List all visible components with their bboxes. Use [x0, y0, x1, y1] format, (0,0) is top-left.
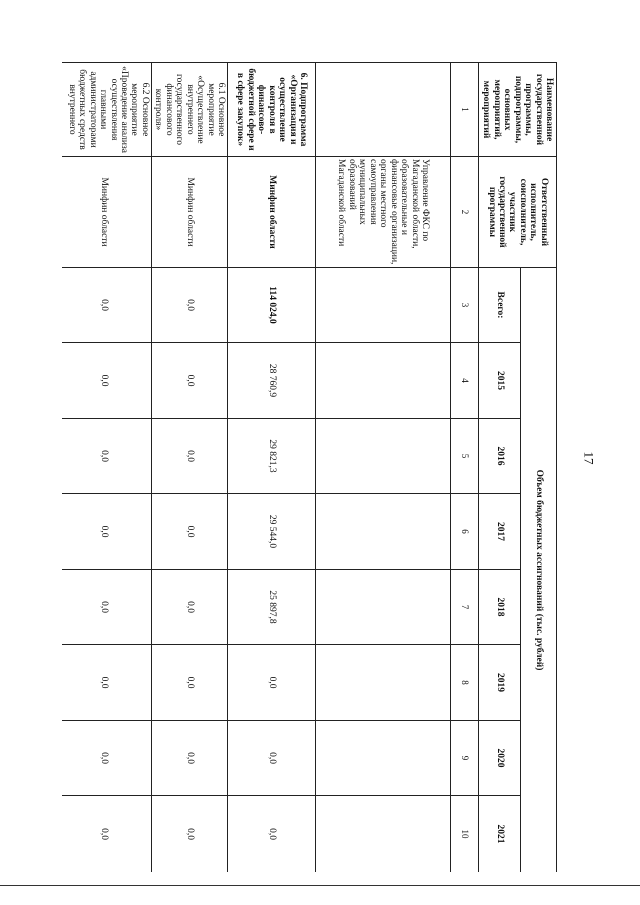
header-year: 2019 [479, 645, 521, 721]
row-name: 6.1 Основное мероприятие «Осуществление внутреннего государственного финансового контроля» [151, 63, 227, 157]
row-value: 0,0 [151, 268, 227, 343]
header-executor: Ответственный исполнитель, соисполнитель, участник государственной программы [479, 157, 557, 268]
rotated-table-wrapper [62, 62, 557, 872]
header-year: 2021 [479, 796, 521, 873]
row-value: 0,0 [62, 268, 151, 343]
row-value: 0,0 [62, 343, 151, 419]
header-year: 2018 [479, 570, 521, 645]
table-row [151, 63, 227, 873]
row-value: 114 024,0 [228, 268, 316, 343]
column-number: 2 [451, 157, 479, 268]
row-value [316, 796, 451, 873]
row-executor: Минфин области [62, 157, 151, 268]
table-row [62, 63, 151, 873]
column-number: 8 [451, 645, 479, 721]
row-value: 28 760,9 [228, 343, 316, 419]
column-number: 5 [451, 419, 479, 494]
row-name: 6.2 Основное мероприятие «Проведение анализа осуществления главными администраторами бюджетных средств внутреннего [62, 63, 151, 157]
row-executor: Минфин области [151, 157, 227, 268]
table-row [228, 63, 316, 873]
row-name: 6. Подпрограмма «Организация и осуществление контроля в финансово-бюджетной сфере и в сфере закупок» [228, 63, 316, 157]
header-row-1 [521, 63, 557, 873]
header-year: 2020 [479, 721, 521, 796]
row-value: 29 544,0 [228, 494, 316, 570]
row-value: 25 897,8 [228, 570, 316, 645]
table-row [316, 63, 451, 873]
row-value: 0,0 [228, 796, 316, 873]
row-value: 0,0 [62, 570, 151, 645]
row-value: 0,0 [228, 645, 316, 721]
header-year: 2016 [479, 419, 521, 494]
column-number: 6 [451, 494, 479, 570]
header-name: Наименование государственной программы, подпрограммы, основных мероприятий, мероприятий [479, 63, 557, 157]
row-name [316, 63, 451, 157]
row-value [316, 419, 451, 494]
row-value [316, 645, 451, 721]
row-value: 0,0 [151, 570, 227, 645]
row-value: 0,0 [151, 796, 227, 873]
row-value: 0,0 [62, 645, 151, 721]
header-year: 2015 [479, 343, 521, 419]
row-value: 0,0 [151, 645, 227, 721]
bottom-rule [0, 885, 640, 886]
column-number-row [451, 63, 479, 873]
column-number: 4 [451, 343, 479, 419]
table-stage [62, 62, 557, 872]
column-number: 1 [451, 63, 479, 157]
row-value: 0,0 [151, 343, 227, 419]
column-number: 9 [451, 721, 479, 796]
row-value: 0,0 [151, 721, 227, 796]
column-number: 7 [451, 570, 479, 645]
row-value: 0,0 [228, 721, 316, 796]
row-value [316, 494, 451, 570]
header-year: 2017 [479, 494, 521, 570]
row-value [316, 343, 451, 419]
row-value: 0,0 [151, 419, 227, 494]
budget-table [62, 62, 557, 872]
row-executor: Управление ФКС по Магаданской области, образовательные и финансовые организации, органы местного самоуправления муниципальных образований Магаданской области [316, 157, 451, 268]
column-number: 10 [451, 796, 479, 873]
row-value [316, 721, 451, 796]
row-value: 0,0 [151, 494, 227, 570]
row-value [316, 570, 451, 645]
row-value: 0,0 [62, 419, 151, 494]
header-volume: Объем бюджетных ассигнований (тыс. рублей) [521, 268, 557, 873]
row-executor: Минфин области [228, 157, 316, 268]
page-number: 17 [581, 451, 597, 465]
row-value: 0,0 [62, 721, 151, 796]
row-value [316, 268, 451, 343]
header-total: Всего: [479, 268, 521, 343]
row-value: 29 821,3 [228, 419, 316, 494]
row-value: 0,0 [62, 796, 151, 873]
row-value: 0,0 [62, 494, 151, 570]
column-number: 3 [451, 268, 479, 343]
